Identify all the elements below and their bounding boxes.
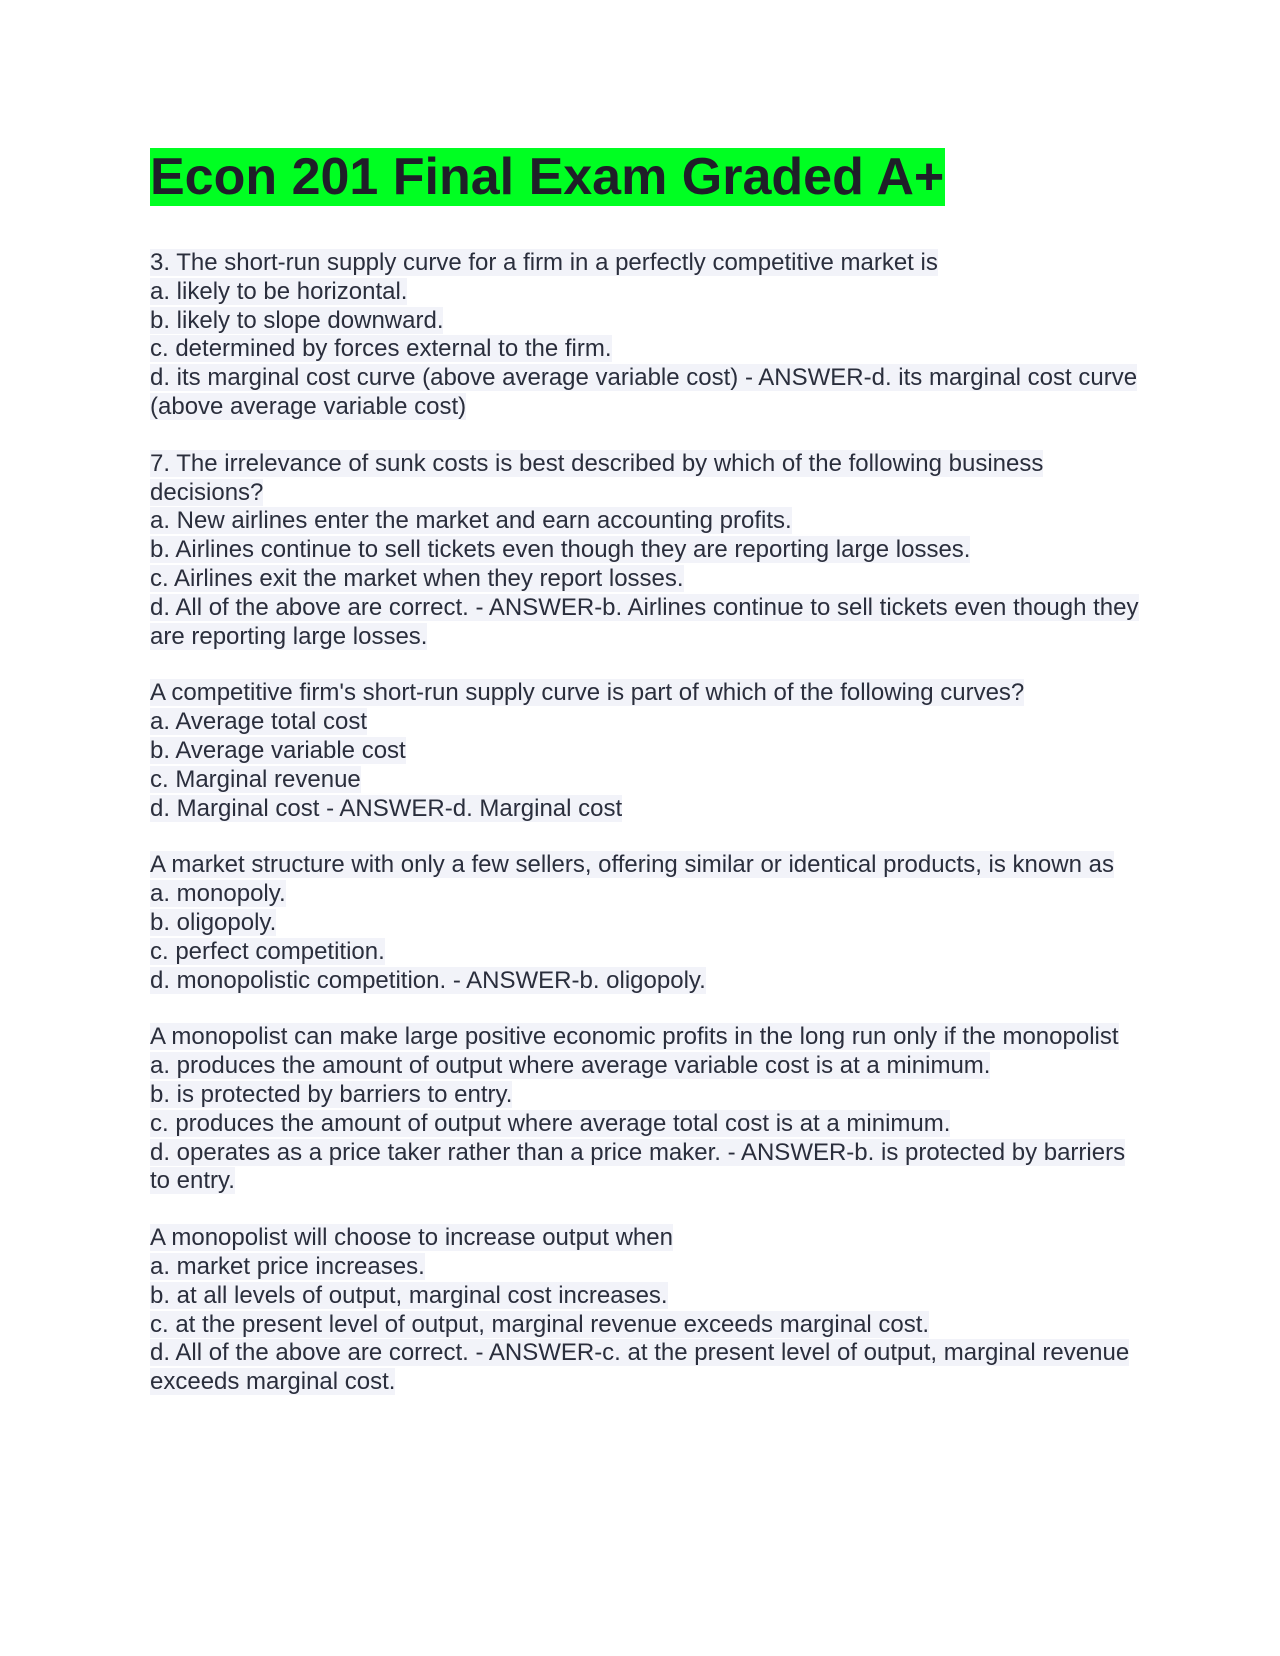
option-a: a. produces the amount of output where average variable cost is at a minimum. <box>150 1052 991 1080</box>
option-d-answer: d. its marginal cost curve (above average variable cost) - ANSWER-d. its marginal cost curve (above average variable cost) <box>150 364 1138 420</box>
document-page <box>150 148 1150 1425</box>
option-b: b. oligopoly. <box>150 908 277 936</box>
option-b: b. at all levels of output, marginal cost increases. <box>150 1281 668 1309</box>
option-c: c. perfect competition. <box>150 937 385 965</box>
option-b: b. Airlines continue to sell tickets even though they are reporting large losses. <box>150 536 971 564</box>
question-stem: A monopolist can make large positive economic profits in the long run only if the monopolist <box>150 1023 1119 1051</box>
option-c: c. Airlines exit the market when they report losses. <box>150 564 684 592</box>
question-stem: A competitive firm's short-run supply curve is part of which of the following curves? <box>150 679 1025 707</box>
option-a: a. Average total cost <box>150 708 368 736</box>
option-c: c. Marginal revenue <box>150 765 361 793</box>
option-d-answer: d. monopolistic competition. - ANSWER-b. oligopoly. <box>150 966 706 994</box>
title-wrap <box>150 148 1150 219</box>
option-a: a. market price increases. <box>150 1252 425 1280</box>
question-stem: A market structure with only a few sellers, offering similar or identical products, is known as <box>150 851 1114 879</box>
option-c: c. determined by forces external to the firm. <box>150 335 612 363</box>
question-block-2 <box>150 450 1150 652</box>
option-c: c. at the present level of output, marginal revenue exceeds marginal cost. <box>150 1310 930 1338</box>
question-block-4 <box>150 851 1150 995</box>
option-b: b. likely to slope downward. <box>150 306 444 334</box>
question-stem: A monopolist will choose to increase output when <box>150 1224 673 1252</box>
option-d-answer: d. Marginal cost - ANSWER-d. Marginal cost <box>150 794 623 822</box>
question-block-5 <box>150 1023 1150 1196</box>
option-d-answer: d. All of the above are correct. - ANSWER-c. at the present level of output, marginal revenue exceeds marginal cost. <box>150 1339 1130 1396</box>
document-title: Econ 201 Final Exam Graded A+ <box>150 148 945 206</box>
option-a: a. New airlines enter the market and earn accounting profits. <box>150 507 792 535</box>
option-a: a. monopoly. <box>150 880 286 908</box>
option-a: a. likely to be horizontal. <box>150 277 408 305</box>
question-block-6 <box>150 1224 1150 1397</box>
question-stem: 3. The short-run supply curve for a firm in a perfectly competitive market is <box>150 249 938 276</box>
option-c: c. produces the amount of output where average total cost is at a minimum. <box>150 1109 951 1137</box>
option-b: b. Average variable cost <box>150 736 406 764</box>
option-d-answer: d. All of the above are correct. - ANSWER-b. Airlines continue to sell tickets even though they are reporting large losses. <box>150 593 1139 650</box>
option-d-answer: d. operates as a price taker rather than a price maker. - ANSWER-b. is protected by barriers to entry. <box>150 1138 1126 1195</box>
question-block-1 <box>150 249 1150 422</box>
option-b: b. is protected by barriers to entry. <box>150 1080 513 1108</box>
question-stem: 7. The irrelevance of sunk costs is best described by which of the following business decisions? <box>150 449 1044 506</box>
question-block-3 <box>150 679 1150 823</box>
